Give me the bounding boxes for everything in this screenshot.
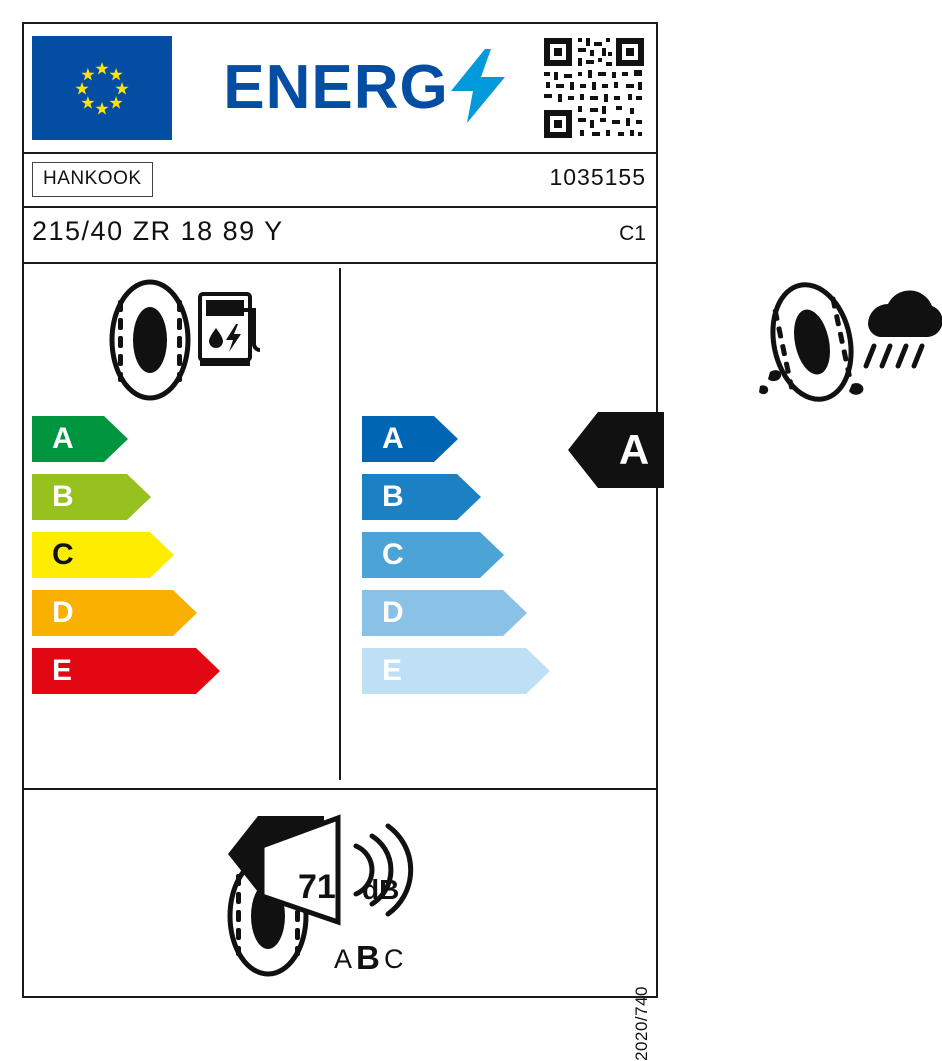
- noise-unit: dB: [362, 874, 400, 905]
- noise-class-c: C: [384, 944, 404, 974]
- fuel-pictogram: [96, 280, 266, 400]
- tyre-type-code: 1035155: [549, 164, 646, 190]
- fuel-efficiency-panel: [24, 264, 340, 788]
- tyre-wet-icon: [759, 277, 863, 406]
- noise-class-a: A: [334, 944, 353, 974]
- tyre-class: C1: [619, 222, 646, 245]
- wet-grip-grade-scale: [362, 416, 550, 706]
- wet-grip-grade-c: [362, 532, 550, 578]
- noise-value: 71: [298, 868, 336, 906]
- energy-title: ENERG: [223, 53, 449, 122]
- wet-grip-grade-a: [362, 416, 550, 462]
- tyre-icon: [112, 282, 188, 398]
- wet-grip-grade-value: A: [618, 426, 650, 473]
- wet-grip-grade-b-letter: B: [382, 480, 404, 513]
- wet-grip-grade-d: [362, 590, 550, 636]
- qr-code-icon: [542, 36, 646, 140]
- brand-name: HANKOOK: [32, 162, 153, 197]
- wet-grip-grade-d-letter: D: [382, 596, 404, 629]
- fuel-grade-b: [32, 474, 220, 520]
- noise-class-b: B: [356, 939, 380, 976]
- wet-grip-grade-a-letter: A: [382, 422, 404, 455]
- fuel-grade-d-letter: D: [52, 596, 74, 629]
- rain-cloud-icon: [866, 291, 942, 366]
- lightning-bolt-icon: [451, 49, 505, 128]
- wet-grip-grade-badge: [568, 408, 664, 492]
- fuel-grade-c: [32, 532, 220, 578]
- eu-flag-icon: [32, 36, 172, 140]
- tyre-size: 215/40 ZR 18 89 Y: [32, 216, 284, 246]
- fuel-grade-scale: [32, 416, 220, 706]
- fuel-grade-b-letter: B: [52, 480, 74, 513]
- fuel-grade-e: [32, 648, 220, 694]
- label-year-code: 2020/740: [632, 986, 651, 1061]
- wet-grip-pictogram: [752, 280, 942, 400]
- fuel-grade-c-letter: C: [52, 538, 74, 571]
- fuel-grade-e-letter: E: [52, 654, 73, 687]
- noise-pictogram: [24, 804, 656, 984]
- wet-grip-panel: [340, 264, 656, 788]
- noise-panel: [24, 790, 656, 996]
- loudspeaker-icon: [262, 818, 411, 922]
- fuel-grade-a: [32, 416, 220, 462]
- wet-grip-grade-c-letter: C: [382, 538, 404, 571]
- fuel-grade-d: [32, 590, 220, 636]
- brand-row: [24, 154, 656, 206]
- size-row: [24, 208, 656, 260]
- label-header: [24, 24, 656, 152]
- fuel-pump-icon: [200, 294, 260, 366]
- energy-wordmark: [172, 36, 542, 140]
- fuel-grade-a-letter: A: [52, 422, 74, 455]
- wet-grip-grade-e: [362, 648, 550, 694]
- wet-grip-grade-e-letter: E: [382, 654, 403, 687]
- wet-grip-grade-b: [362, 474, 550, 520]
